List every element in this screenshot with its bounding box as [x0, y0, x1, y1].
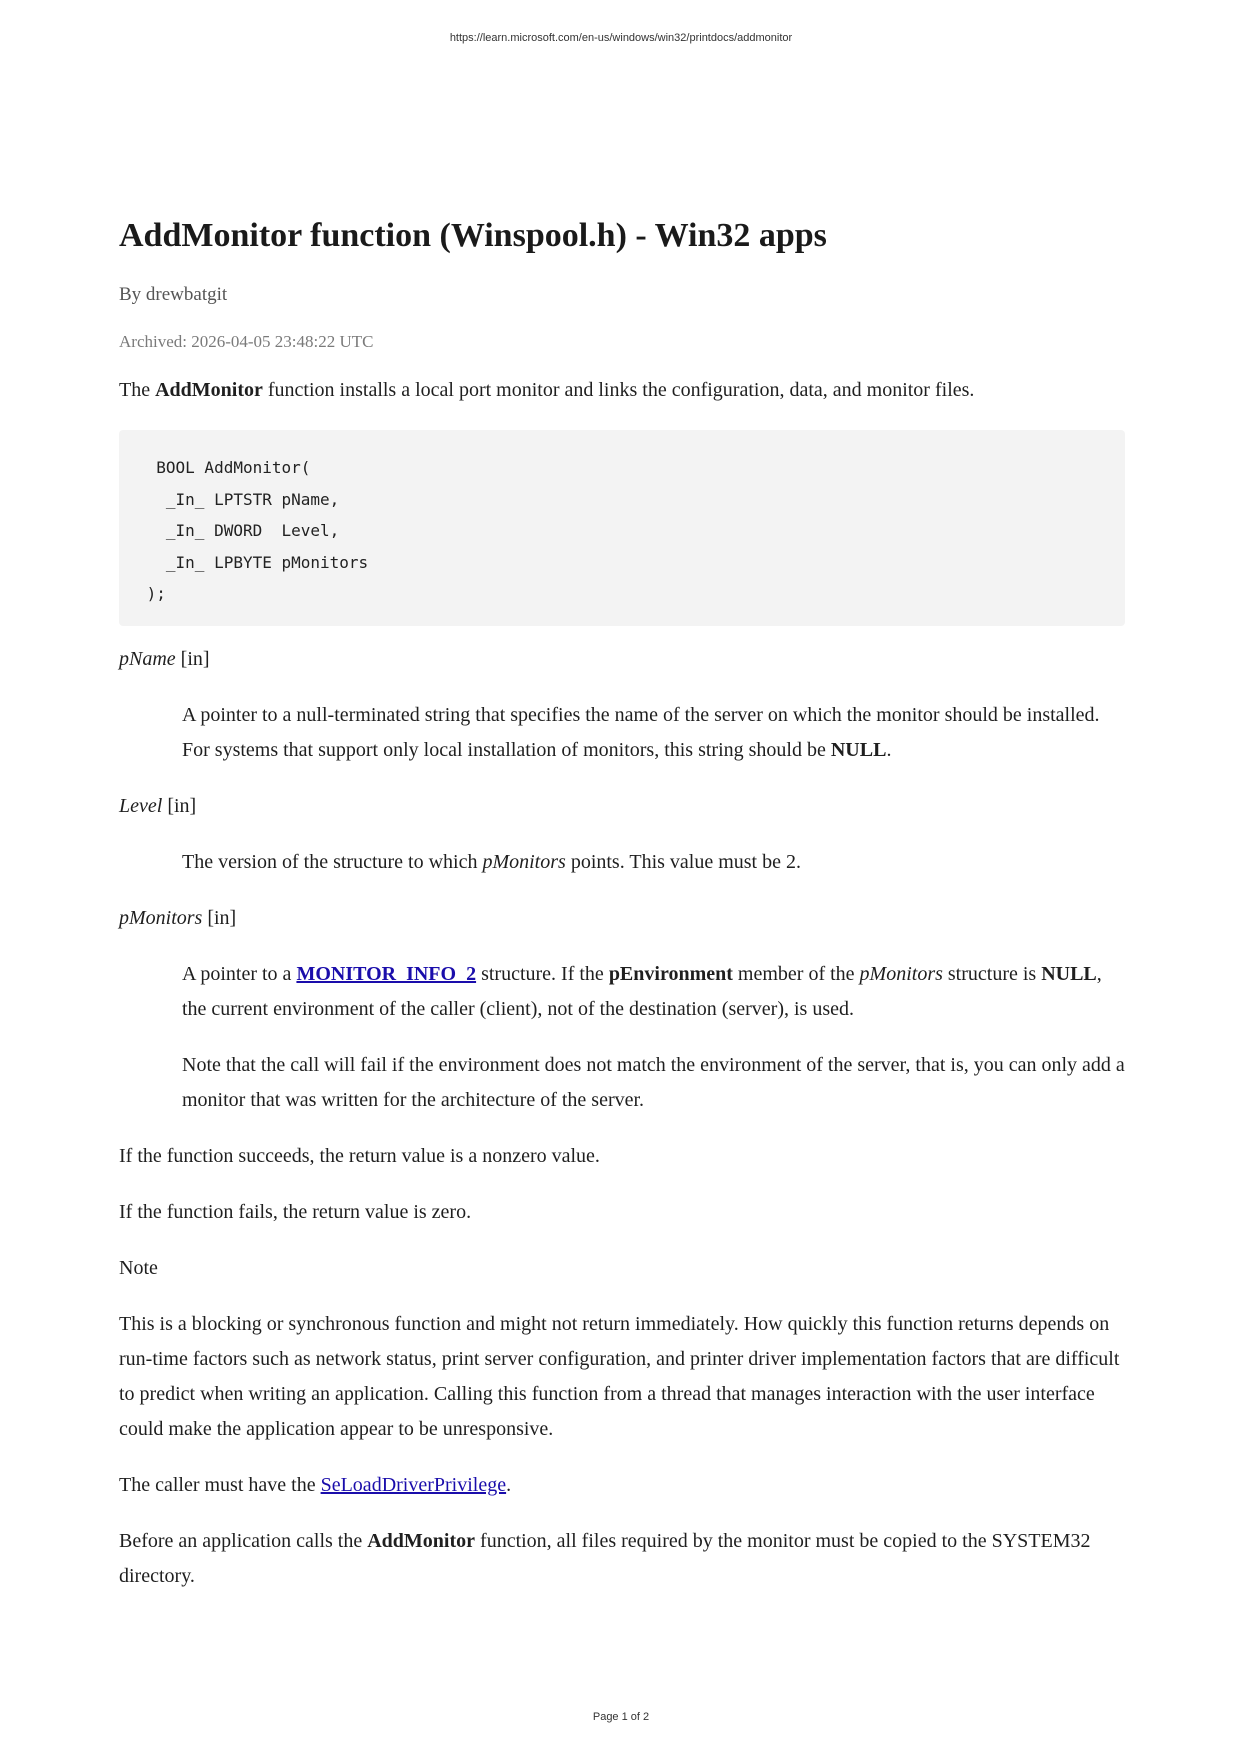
code-block-syntax: BOOL AddMonitor( _In_ LPTSTR pName, _In_ DWORD Level, _In_ LPBYTE pMonitors );: [119, 430, 1125, 626]
param-pmonitors-name: pMonitors: [119, 907, 203, 929]
param-pname-heading: [119, 642, 1125, 677]
return-success-text: If the function succeeds, the return value is a nonzero value.: [119, 1145, 600, 1167]
param-level-desc-end: points. This value must be 2.: [565, 851, 801, 873]
param-level-direction: [in]: [162, 795, 197, 817]
note-body: This is a blocking or synchronous function and might not return immediately. How quickly this function returns depends on run-time factors such as network status, print server configuration, and printer driver implementation factors that are difficult to predict when writing an application. Calling this function from a thread that manages interaction with the user interface could make the application appear to be unresponsive.: [119, 1313, 1120, 1440]
monitor-info-2-link[interactable]: MONITOR_INFO_2: [296, 963, 477, 985]
intro-function-name: AddMonitor: [155, 379, 263, 401]
param-level-description: [182, 845, 1125, 880]
privilege-text-post: .: [506, 1474, 512, 1496]
param-pname-description: [182, 698, 1125, 768]
before-function-name: AddMonitor: [367, 1530, 476, 1552]
seloaddriverprivilege-link[interactable]: SeLoadDriverPrivilege: [320, 1474, 507, 1496]
param-level-desc-text: The version of the structure to which: [182, 851, 483, 873]
return-fail-text: If the function fails, the return value is zero.: [119, 1201, 472, 1223]
param-level-heading: [119, 789, 1125, 824]
before-paragraph: [119, 1524, 1125, 1594]
article: [119, 216, 1125, 1594]
param-pmonitors-desc-4: structure is: [942, 963, 1042, 985]
param-pmonitors-italic: pMonitors: [859, 963, 943, 985]
archived-timestamp: Archived: 2026-04-05 23:48:22 UTC: [119, 332, 374, 351]
param-pmonitors-desc-1: A pointer to a: [182, 963, 297, 985]
page-number-footer: Page 1 of 2: [592, 1711, 650, 1723]
note-label: Note: [119, 1257, 158, 1279]
param-pname-null: NULL: [830, 739, 887, 761]
param-pname-name: pName: [119, 648, 176, 670]
param-pname-direction: [in]: [175, 648, 210, 670]
param-level-pmonitors-ref: pMonitors: [482, 851, 566, 873]
param-pmonitors-direction: [in]: [202, 907, 237, 929]
param-pmonitors-desc-3: member of the: [732, 963, 860, 985]
privilege-text-pre: The caller must have the: [119, 1474, 321, 1496]
param-pmonitors-note: Note that the call will fail if the environment does not match the environment of the server, that is, you can only add a monitor that was written for the architecture of the server.: [182, 1054, 1125, 1111]
intro-paragraph: [119, 373, 1125, 408]
param-pmonitors-penvironment: pEnvironment: [608, 963, 733, 985]
intro-text-post: function installs a local port monitor and links the configuration, data, and monitor files.: [262, 379, 975, 401]
param-pmonitors-description: [182, 957, 1125, 1027]
param-pmonitors-null: NULL: [1041, 963, 1097, 985]
param-pname-desc-text: A pointer to a null-terminated string that specifies the name of the server on which the monitor should be installed. For systems that support only local installation of monitors, this string should be: [182, 704, 1100, 761]
privilege-paragraph: [119, 1468, 1125, 1503]
before-text-post: function, all files required by the monitor must be copied to the SYSTEM32 directory.: [119, 1530, 1091, 1587]
param-pmonitors-desc-2: structure. If the: [476, 963, 609, 985]
param-level-name: Level: [119, 795, 163, 817]
page-title: AddMonitor function (Winspool.h) - Win32 apps: [119, 217, 827, 254]
param-pmonitors-heading: [119, 901, 1125, 936]
byline: By drewbatgit: [119, 284, 228, 305]
page-url-header: https://learn.microsoft.com/en-us/windows/win32/printdocs/addmonitor: [449, 32, 793, 44]
param-pname-desc-end: .: [886, 739, 892, 761]
intro-text-pre: The: [119, 379, 156, 401]
before-text-pre: Before an application calls the: [119, 1530, 368, 1552]
param-pmonitors-desc-5: , the current environment of the caller (client), not of the destination (server), is used.: [182, 963, 1102, 1020]
